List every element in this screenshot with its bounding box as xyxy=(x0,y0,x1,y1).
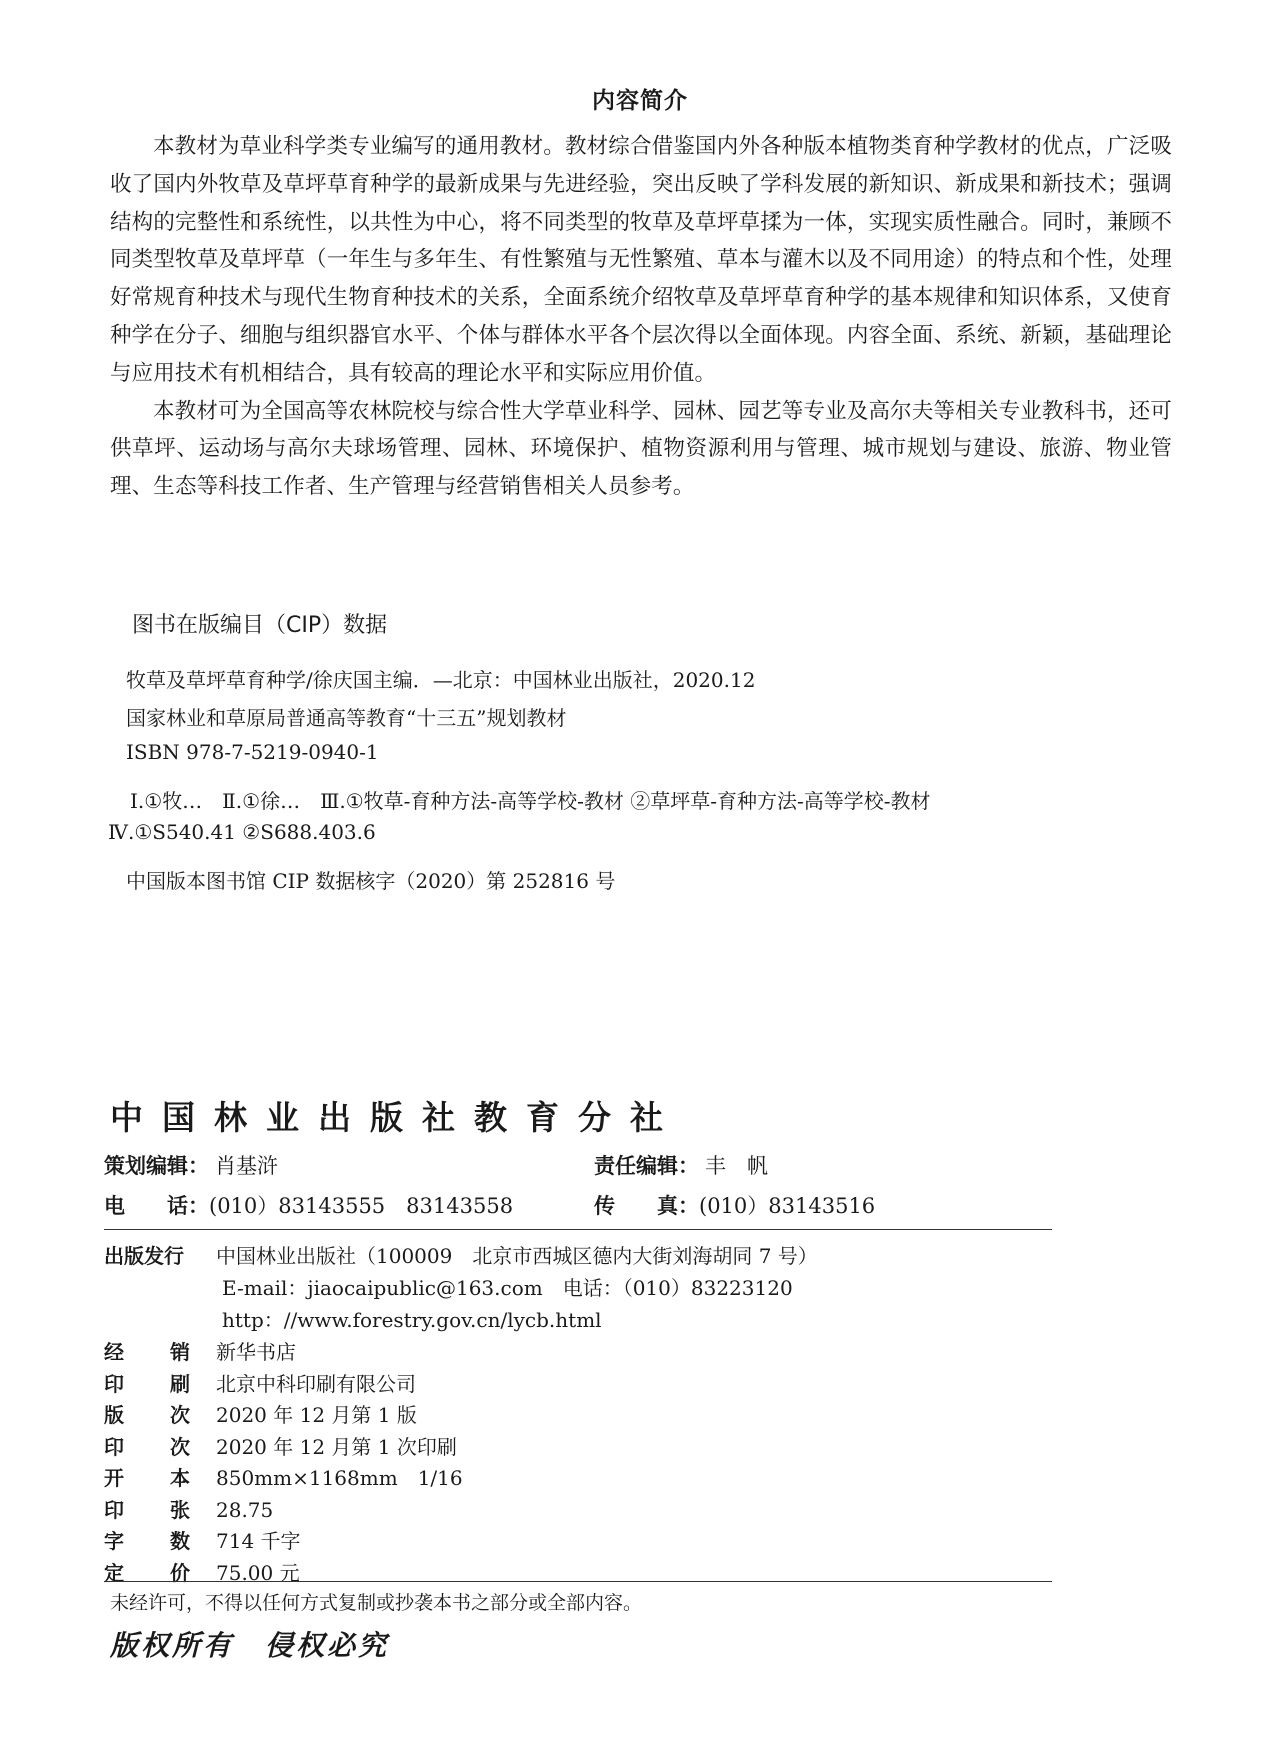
spec-value: 28.75 xyxy=(216,1497,274,1522)
spec-value: 714 千字 xyxy=(216,1529,301,1553)
spec-label: 定 价 xyxy=(104,1560,190,1585)
spec-label: 开 本 xyxy=(104,1466,190,1490)
divider xyxy=(104,1581,1052,1582)
spec-publish-label: 出版发行 xyxy=(104,1244,184,1268)
fax xyxy=(594,1190,875,1220)
spec-row xyxy=(104,1525,463,1557)
spec-row xyxy=(104,1336,463,1368)
cip-line: 国家林业和草原局普通高等教育“十三五”规划教材 xyxy=(126,706,567,730)
divider xyxy=(104,1229,1052,1230)
spec-label: 印 次 xyxy=(104,1434,190,1459)
planning-editor-label: 策划编辑： xyxy=(104,1154,209,1178)
spec-row xyxy=(104,1462,463,1494)
intro-title: 内容简介 xyxy=(592,88,688,114)
responsible-editor-label: 责任编辑： xyxy=(594,1154,699,1178)
planning-editor-value: 肖基浒 xyxy=(215,1154,278,1178)
phone xyxy=(104,1190,513,1220)
spec-label: 经 销 xyxy=(104,1340,190,1364)
all-rights-reserved: 版权所有 侵权必究 xyxy=(110,1629,390,1662)
intro-body xyxy=(110,128,1172,506)
spec-publish-value: 中国林业出版社（100009 北京市西城区德内大街刘海胡同 7 号） xyxy=(216,1244,818,1268)
spec-value: 2020 年 12 月第 1 版 xyxy=(216,1403,417,1427)
responsible-editor-value: 丰 帆 xyxy=(705,1154,768,1178)
spec-url: http：//www.forestry.gov.cn/lycb.html xyxy=(222,1308,602,1332)
spec-label: 字 数 xyxy=(104,1529,190,1553)
spec-table xyxy=(104,1336,463,1588)
spec-publish xyxy=(104,1240,818,1269)
spec-row xyxy=(104,1431,463,1463)
cip-classification: Ⅰ.①牧… Ⅱ.①徐… Ⅲ.①牧草-育种方法-高等学校-教材 ②草坪草-育种方法-高等学校-教材 xyxy=(130,789,931,813)
spec-label: 印 张 xyxy=(104,1497,190,1522)
phone-value: (010）83143555 83143558 xyxy=(209,1194,514,1218)
spec-value: 新华书店 xyxy=(216,1340,296,1364)
planning-editor xyxy=(104,1150,278,1180)
spec-label: 印 刷 xyxy=(104,1371,190,1396)
fax-label: 传 真： xyxy=(594,1194,699,1218)
spec-row xyxy=(104,1557,463,1589)
cip-isbn: ISBN 978-7-5219-0940-1 xyxy=(126,740,379,764)
spec-row xyxy=(104,1494,463,1526)
spec-value: 75.00 元 xyxy=(216,1560,300,1585)
intro-paragraph: 本教材可为全国高等农林院校与综合性大学草业科学、园林、园艺等专业及高尔夫等相关专业教科书，还可供草坪、运动场与高尔夫球场管理、园林、环境保护、植物资源利用与管理、城市规划与建设、旅游、物业管理、生态等科技工作者、生产管理与经营销售相关人员参考。 xyxy=(110,398,1172,500)
responsible-editor xyxy=(594,1150,768,1180)
fax-value: (010）83143516 xyxy=(699,1194,876,1218)
spec-row xyxy=(104,1368,463,1400)
spec-value: 850mm×1168mm 1/16 xyxy=(216,1466,463,1490)
spec-value: 2020 年 12 月第 1 次印刷 xyxy=(216,1434,457,1459)
publisher-name: 中国林业出版社教育分社 xyxy=(110,1098,682,1137)
cip-line: 牧草及草坪草育种学/徐庆国主编．—北京：中国林业出版社，2020.12 xyxy=(126,668,756,692)
copyright-notice: 未经许可，不得以任何方式复制或抄袭本书之部分或全部内容。 xyxy=(110,1592,643,1614)
spec-email: E-mail：jiaocaipublic@163.com 电话：（010）83223120 xyxy=(222,1276,793,1300)
cip-classification-code: Ⅳ.①S540.41 ②S688.403.6 xyxy=(108,820,376,844)
spec-value: 北京中科印刷有限公司 xyxy=(216,1371,416,1396)
spec-row xyxy=(104,1399,463,1431)
spec-label: 版 次 xyxy=(104,1403,190,1427)
cip-record-number: 中国版本图书馆 CIP 数据核字（2020）第 252816 号 xyxy=(126,869,616,893)
phone-label: 电 话： xyxy=(104,1194,209,1218)
cip-title: 图书在版编目（CIP）数据 xyxy=(132,613,388,638)
intro-paragraph: 本教材为草业科学类专业编写的通用教材。教材综合借鉴国内外各种版本植物类育种学教材的优点，广泛吸收了国内外牧草及草坪草育种学的最新成果与先进经验，突出反映了学科发展的新知识、新成果和新技术；强调结构的完整性和系统性，以共性为中心，将不同类型的牧草及草坪草揉为一体，实现实质性融合。同时，兼顾不同类型牧草及草坪草（一年生与多年生、有性繁殖与无性繁殖、草本与灌木以及不同用途）的特点和个性，处理好常规育种技术与现代生物育种技术的关系，全面系统介绍牧草及草坪草育种学的基本规律和知识体系，又使育种学在分子、细胞与组织器官水平、个体与群体水平各个层次得以全面体现。内容全面、系统、新颖，基础理论与应用技术有机相结合，具有较高的理论水平和实际应用价值。 xyxy=(110,134,1172,386)
